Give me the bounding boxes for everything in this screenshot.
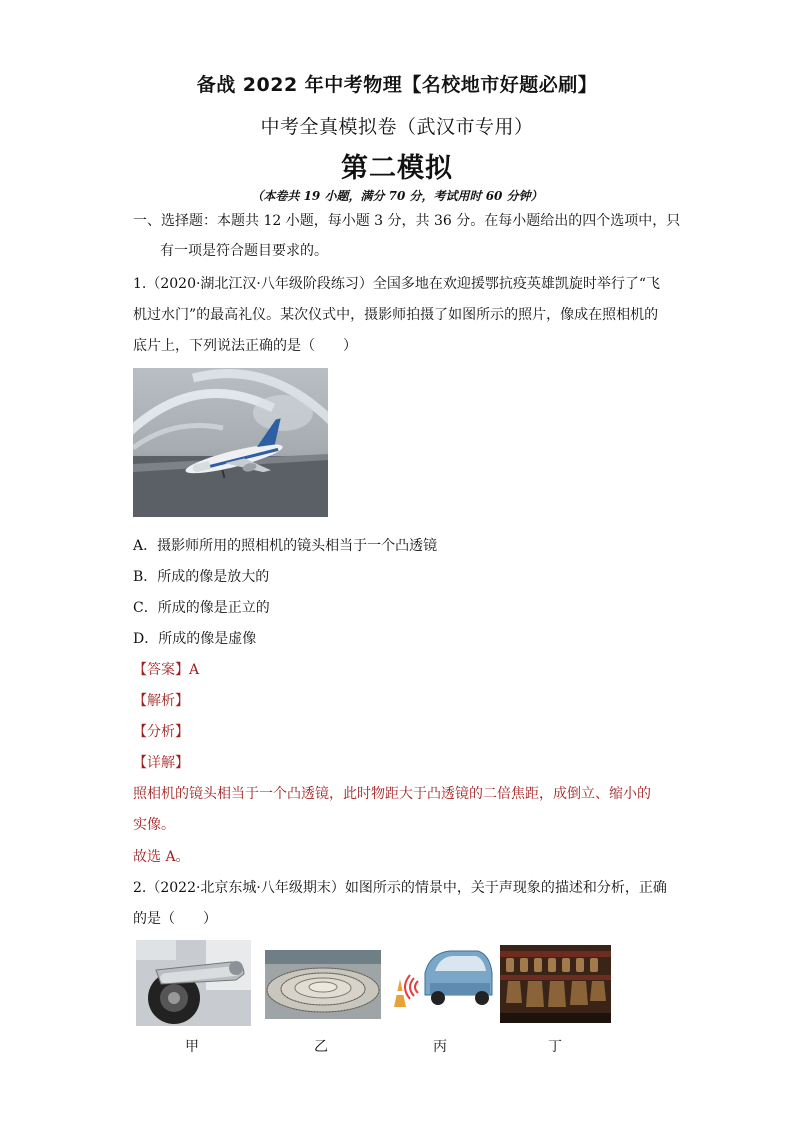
q1-option-c: C．所成的像是正立的 bbox=[133, 600, 270, 616]
q1-stem-line1: 1.（2020·湖北江汉·八年级阶段练习）全国多地在欢迎援鄂抗疫英雄凯旋时举行了“飞 bbox=[133, 276, 661, 292]
exam-note: （本卷共 19 小题，满分 70 分，考试用时 60 分钟） bbox=[251, 189, 543, 203]
section-instruction-line2: 有一项是符合题目要求的。 bbox=[160, 243, 328, 259]
caption-bing: 丙 bbox=[433, 1039, 447, 1055]
q1-option-b: B．所成的像是放大的 bbox=[133, 569, 270, 585]
motorcycle-muffler-photo bbox=[136, 940, 251, 1026]
q1-option-a: A．摄影师所用的照相机的镜头相当于一个凸透镜 bbox=[133, 538, 438, 554]
q1-option-d: D．所成的像是虚像 bbox=[133, 631, 257, 647]
q1-detail-line2: 实像。 bbox=[133, 817, 175, 833]
q1-fenxi-label: 【分析】 bbox=[133, 724, 189, 740]
airplane-water-salute-photo bbox=[133, 368, 328, 517]
section-instruction-line1: 一、选择题：本题共 12 小题，每小题 3 分，共 36 分。在每小题给出的四个选项中，只 bbox=[133, 213, 681, 229]
caption-yi: 乙 bbox=[314, 1039, 328, 1055]
document-heading: 第二模拟 bbox=[341, 153, 453, 184]
q1-conclusion: 故选 A。 bbox=[133, 849, 190, 865]
q1-answer: 【答案】A bbox=[133, 662, 200, 678]
q1-analysis-label: 【解析】 bbox=[133, 693, 189, 709]
q1-detail-line1: 照相机的镜头相当于一个凸透镜，此时物距大于凸透镜的二倍焦距，成倒立、缩小的 bbox=[133, 786, 651, 802]
q1-stem-line2: 机过水门”的最高礼仪。某次仪式中，摄影师拍摄了如图所示的照片，像成在照相机的 bbox=[133, 307, 659, 323]
circular-mound-altar-photo bbox=[265, 950, 381, 1019]
document-title: 备战 2022 年中考物理【名校地市好题必刷】 bbox=[196, 74, 598, 96]
caption-ding: 丁 bbox=[548, 1039, 562, 1055]
document-subtitle: 中考全真模拟卷（武汉市专用） bbox=[260, 116, 534, 138]
caption-jia: 甲 bbox=[185, 1039, 199, 1055]
q1-stem-line3: 底片上，下列说法正确的是（ ） bbox=[133, 338, 357, 354]
chime-bells-photo bbox=[500, 945, 611, 1023]
q1-detail-label: 【详解】 bbox=[133, 755, 189, 771]
q2-stem-line1: 2.（2022·北京东城·八年级期末）如图所示的情景中，关于声现象的描述和分析，正确 bbox=[133, 880, 667, 896]
car-parking-radar-photo bbox=[390, 943, 494, 1017]
q2-stem-line2: 的是（ ） bbox=[133, 911, 217, 927]
